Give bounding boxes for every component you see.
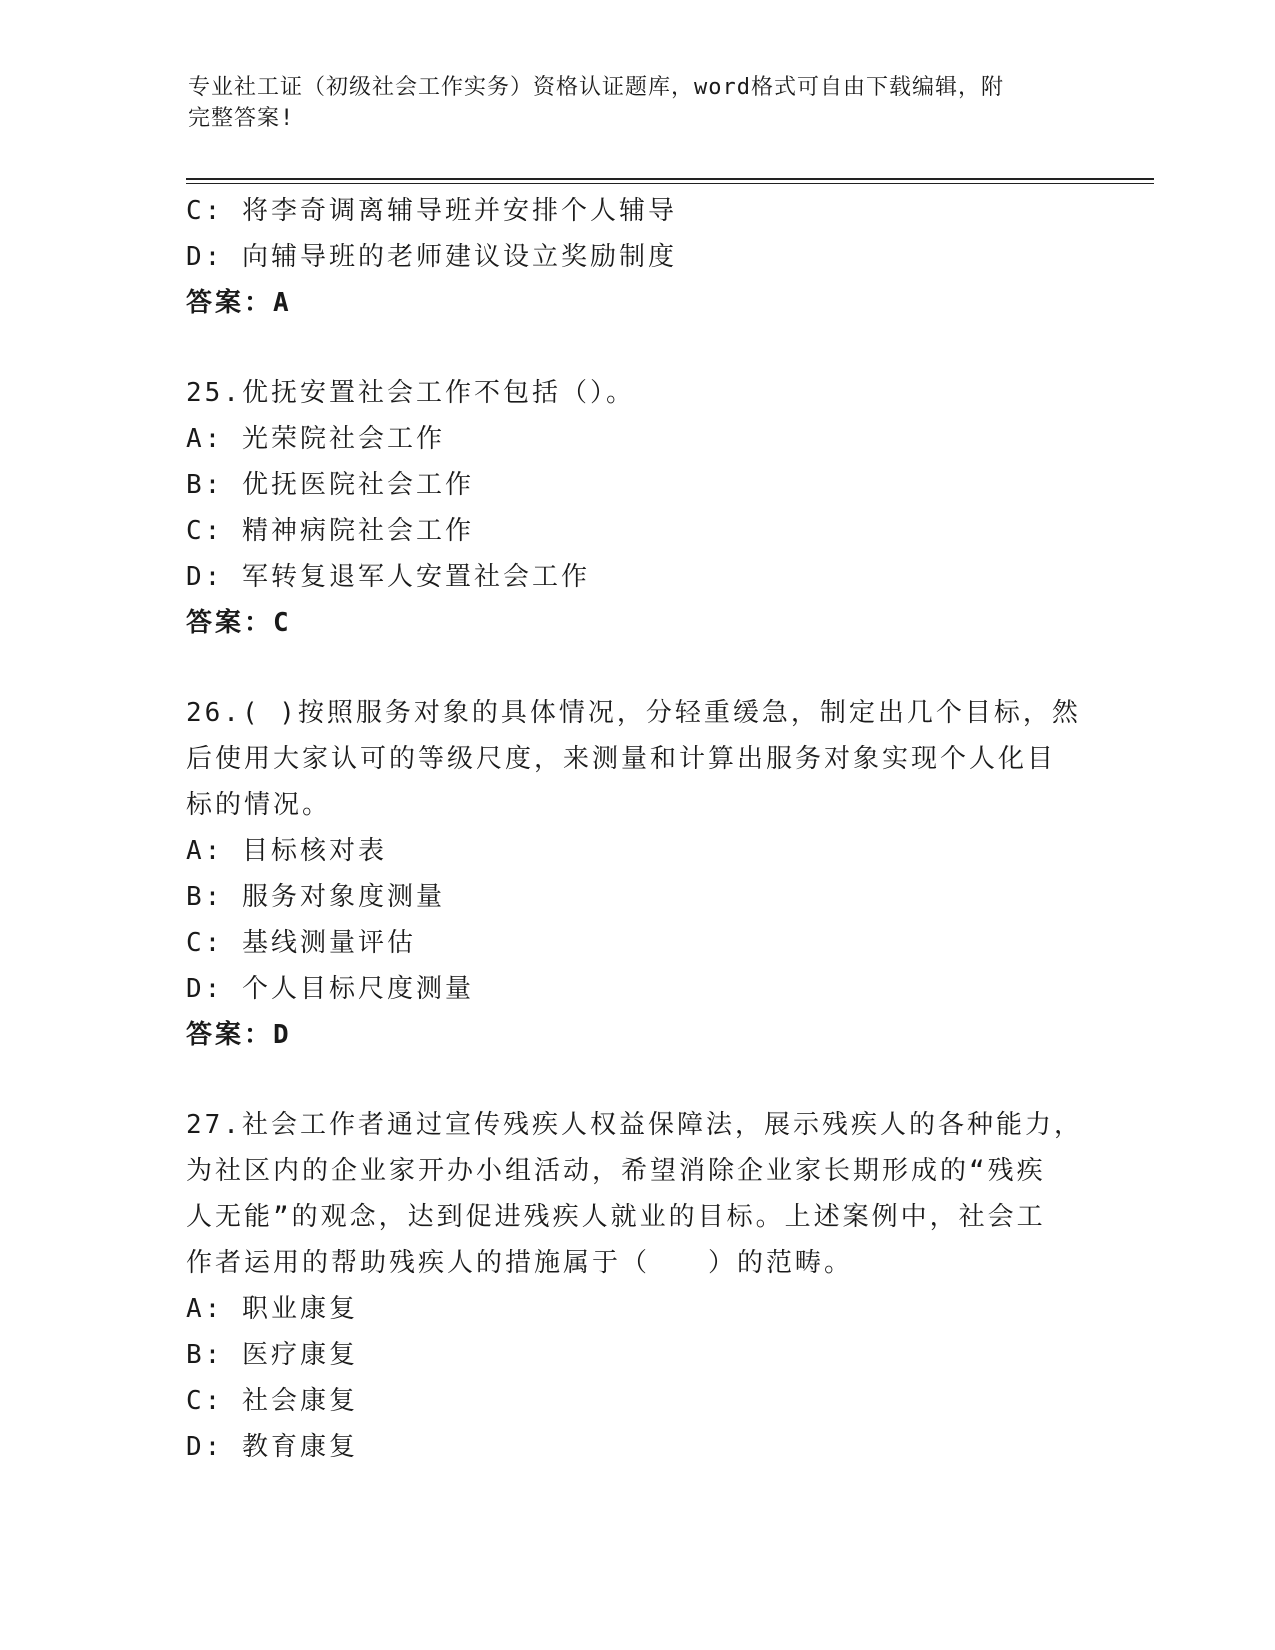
question-spacer [186,326,1066,370]
header-line-2: 完整答案! [188,106,295,131]
answer-line: 答案：D [186,1020,292,1050]
question-25 [186,370,1066,646]
question-26 [186,690,1081,1058]
previous-question-tail [186,188,1066,326]
question-stem: 27.社会工作者通过宣传残疾人权益保障法，展示残疾人的各种能力， [186,1110,1083,1140]
question-stem: 人无能”的观念，达到促进残疾人就业的目标。上述案例中，社会工 [186,1202,1046,1232]
question-stem: 为社区内的企业家开办小组活动，希望消除企业家长期形成的“残疾 [186,1156,1046,1186]
option-b: B: 优抚医院社会工作 [186,470,474,500]
option-d: D: 军转复退军人安置社会工作 [186,562,590,592]
option-d: D: 教育康复 [186,1432,358,1462]
option-b: B: 医疗康复 [186,1340,358,1370]
answer-line: 答案：C [186,608,292,638]
option-c: C: 社会康复 [186,1386,358,1416]
document-header [188,72,1068,134]
option-c: C: 精神病院社会工作 [186,516,474,546]
question-spacer [186,1058,1066,1102]
question-stem: 26.( )按照服务对象的具体情况，分轻重缓急，制定出几个目标，然 [186,698,1081,728]
header-divider-thin [186,183,1154,184]
option-a: A: 职业康复 [186,1294,358,1324]
question-list [186,188,1083,1470]
option-a: A: 目标核对表 [186,836,387,866]
header-divider-thick [186,178,1154,180]
question-stem: 标的情况。 [186,790,332,820]
question-spacer [186,646,1066,690]
question-stem: 后使用大家认可的等级尺度，来测量和计算出服务对象实现个人化目 [186,744,1057,774]
option-d: D: 向辅导班的老师建议设立奖励制度 [186,242,677,272]
answer-line: 答案：A [186,288,292,318]
option-a: A: 光荣院社会工作 [186,424,445,454]
option-b: B: 服务对象度测量 [186,882,445,912]
question-27 [186,1102,1083,1470]
option-d: D: 个人目标尺度测量 [186,974,474,1004]
question-stem: 25.优抚安置社会工作不包括（）。 [186,378,635,408]
header-line-1: 专业社工证（初级社会工作实务）资格认证题库，word格式可自由下载编辑，附 [188,75,1004,100]
question-stem: 作者运用的帮助残疾人的措施属于（ ）的范畴。 [186,1248,854,1278]
option-c: C: 将李奇调离辅导班并安排个人辅导 [186,196,677,226]
option-c: C: 基线测量评估 [186,928,416,958]
